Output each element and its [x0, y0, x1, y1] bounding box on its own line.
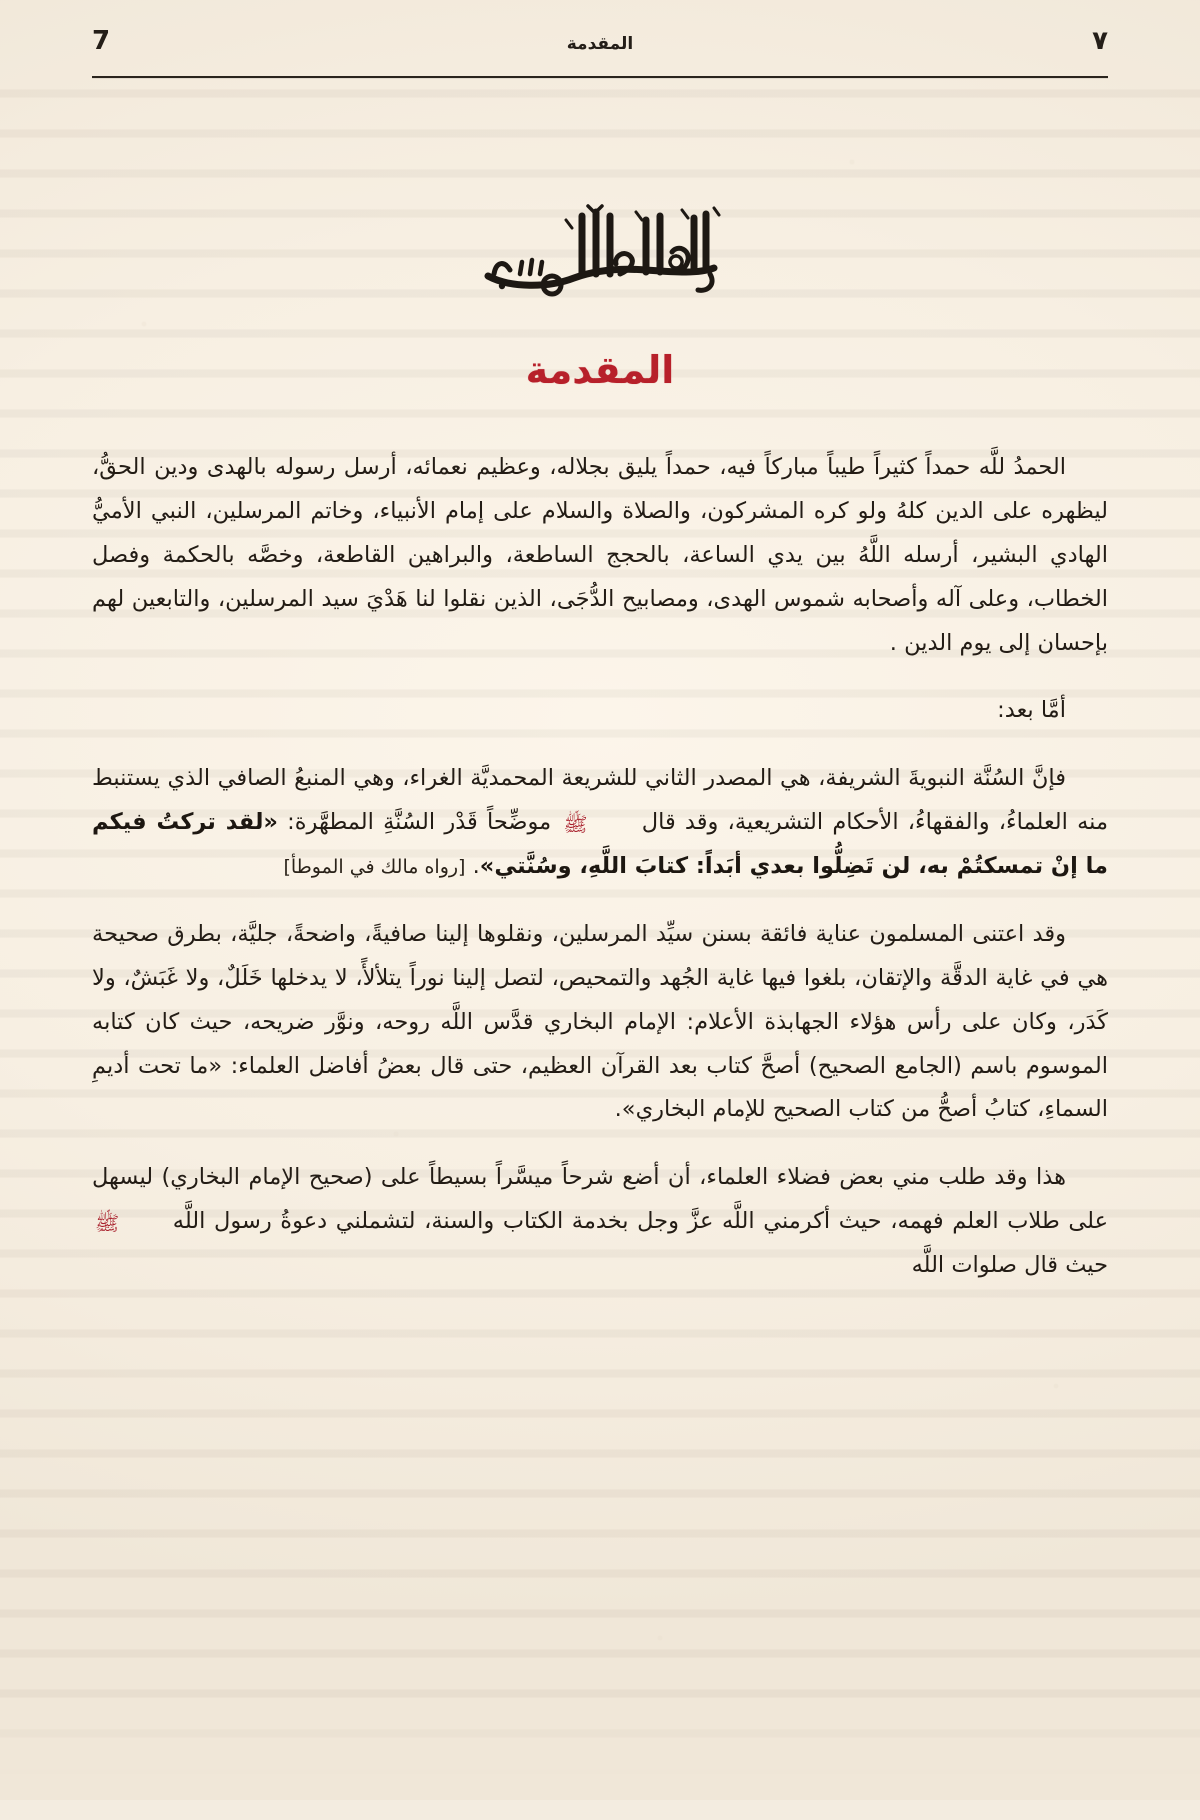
hadith-period: .	[472, 853, 480, 879]
page-title: المقدمة	[525, 348, 675, 392]
paragraph-hamd: الحمدُ للَّه حمداً كثيراً طيباً مباركاً فيه، حمداً يليق بجلاله، وعظيم نعمائه، أرسل رسوله بالهدى ودين الحقُّ، ليظهره على الدين كلهُ ولو كره المشركون، والصلاة والسلام على إمام الأنبياء، وخاتم المرسلين، النبي الأميُّ الهادي البشير، أرسله اللَّهُ بين يدي الساعة، بالحجج الساطعة، والبراهين القاطعة، وخصَّه بالحكمة وفصل الخطاب، وعلى آله وأصحابه شموس الهدى، ومصابيح الدُّجَى، الذين نقلوا لنا هَدْيَ سيد المرسلين، والتابعين لهم بإحسان إلى يوم الدين .	[92, 454, 1108, 656]
hadith-quotation: «لقد تركتُ فيكم ما إنْ تمسكتُمْ به، لن تَضِلُّوا بعدي أبَداً: كتابَ اللَّهِ، وسُنَّتي»	[92, 809, 1108, 879]
basmala-calligraphy-icon	[470, 190, 730, 300]
hadith-source-citation: [رواه مالك في الموطأ]	[283, 856, 466, 878]
running-header	[92, 28, 1108, 70]
folio-arabic-numeral: ٧	[1092, 26, 1108, 56]
paragraph-request	[92, 1156, 1108, 1288]
body-text	[92, 446, 1108, 1288]
running-title: المقدمة	[566, 34, 634, 54]
paragraph-amma-baad: أمَّا بعد:	[997, 697, 1066, 724]
sunna-source-text-after: موضِّحاً قَدْر السُنَّةِ المطهَّرة:	[287, 809, 552, 836]
sallallahu-alayhi-wasallam-icon: ﷺ	[563, 812, 588, 837]
sunna-source-text-before: فإنَّ السُنَّة النبويةَ الشريفة، هي المصدر الثاني للشريعة المحمديَّة الغراء، وهي المنبعُ الصافي الذي يستنبط منه العلماءُ، والفقهاءُ، الأحكام التشريعية، وقد قال	[92, 765, 1108, 836]
request-text-after: حيث قال صلوات اللَّه	[911, 1252, 1108, 1278]
basmala-ornament	[92, 190, 1108, 308]
sallallahu-alayhi-wasallam-icon-2: ﷺ	[95, 1211, 120, 1236]
paragraph-sunna-source	[92, 757, 1108, 889]
paragraph-muslims-care: وقد اعتنى المسلمون عناية فائقة بسنن سيِّد المرسلين، ونقلوها إلينا صافيةً، واضحةً، جليَّة، بطرق صحيحة هي في غاية الدقَّة والإتقان، بلغوا فيها غاية الجُهد والتمحيص، لتصل إلينا نوراً يتلألأً، لا يدخلها خَلَلٌ، ولا غَبَشٌ، ولا كَدَر، وكان على رأس هؤلاء الجهابذة الأعلام: الإمام البخاري قدَّس اللَّه روحه، ونوَّر ضريحه، حيث كان كتابه الموسوم باسم (الجامع الصحيح) أصحَّ كتاب بعد القرآن العظيم، حتى قال بعضُ أفاضل العلماء: «ما تحت أديمِ السماءِ، كتابُ أصحُّ من كتاب الصحيح للإمام البخاري».	[92, 920, 1108, 1123]
request-text-before: هذا وقد طلب مني بعض فضلاء العلماء، أن أضع شرحاً ميسَّراً بسيطاً على (صحيح الإمام البخاري) ليسهل على طلاب العلم فهمه، حيث أكرمني اللَّه عزَّ وجل بخدمة الكتاب والسنة، لتشملني دعوةُ رسول اللَّه	[92, 1164, 1108, 1235]
folio-latin-numeral: 7	[92, 26, 111, 56]
